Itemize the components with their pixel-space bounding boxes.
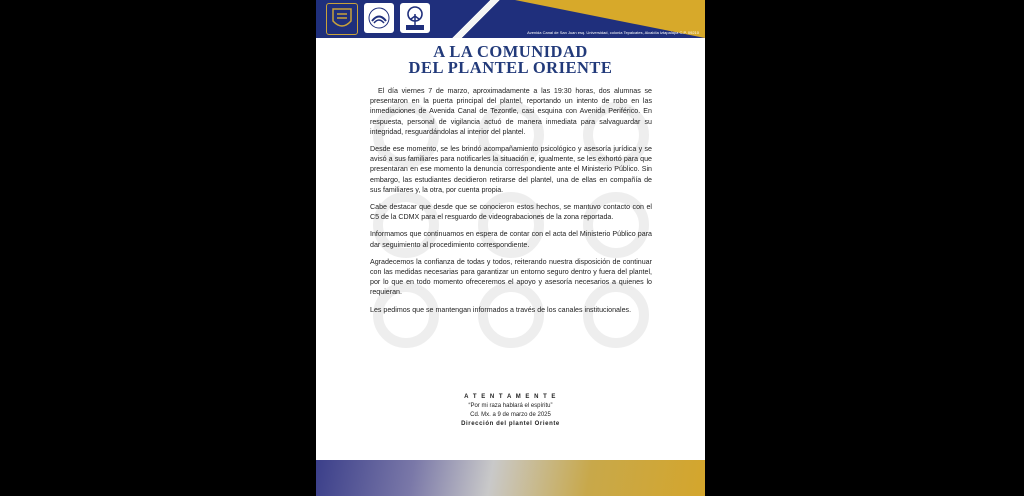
motto-text: “Por mi raza hablará el espíritu” <box>468 403 553 409</box>
closing-text: A T E N T A M E N T E <box>464 394 557 400</box>
header-address: Avenida Canal de San Juan esq. Universidad, colonia Tepalcates, Alcaldía Iztapalapa C.P. 09210 <box>527 30 699 35</box>
date-text: Cd. Mx. a 9 de marzo de 2025 <box>470 412 551 418</box>
cch-logo <box>400 3 430 33</box>
paragraph: Desde ese momento, se les brindó acompañamiento psicológico y asesoría jurídica y se avisó a sus familiares para notificarles la situación e, igualmente, se les exhortó para que presentaran en ese momento la denuncia correspondiente ante el Ministerio Público. Sin embargo, las estudiantes decidieron retirarse del plantel, una de ellas en compañía de sus familiares y, la otra, por cuenta propia. <box>370 145 652 194</box>
enp-logo <box>364 3 394 33</box>
page-title <box>316 44 705 76</box>
letterhead-header <box>316 0 705 38</box>
unam-logo <box>326 3 358 35</box>
enp-emblem-icon <box>367 6 391 30</box>
cch-tree-icon <box>403 5 427 31</box>
title-line-1: A LA COMUNIDAD <box>433 42 588 61</box>
signer-text: Dirección del plantel Oriente <box>461 421 560 427</box>
paragraph: El día viernes 7 de marzo, aproximadamente a las 19:30 horas, dos alumnas se presentaron en la puerta principal del plantel, reportando un intento de robo en las inmediaciones de Avenida Canal de Tezontle, casi esquina con Avenida Periférico. En respuesta, personal de vigilancia actuó de manera inmediata para salvaguardar su integridad, resguardándolas al interior del plantel. <box>370 87 652 136</box>
paragraph: Cabe destacar que desde que se conocieron estos hechos, se mantuvo contacto con el C5 de la CDMX para el resguardo de videograbaciones de la zona reportada. <box>370 203 652 222</box>
paragraph: Agradecemos la confianza de todas y todos, reiterando nuestra disposición de continuar con las medidas necesarias para garantizar un entorno seguro dentro y fuera del plantel, por lo que en todo momento ofreceremos el apoyo y asesoría necesarios a quienes lo requieran. <box>370 257 652 297</box>
letterhead-footer <box>316 460 705 496</box>
signature-block <box>316 393 705 429</box>
paragraph: Les pedimos que se mantengan informados a través de los canales institucionales. <box>370 305 632 314</box>
letter-body <box>370 86 652 322</box>
paragraph: Informamos que continuamos en espera de contar con el acta del Ministerio Público para dar seguimiento al procedimiento correspondiente. <box>370 230 652 249</box>
unam-shield-icon <box>331 7 353 31</box>
logo-group <box>326 3 430 35</box>
title-line-2: DEL PLANTEL ORIENTE <box>408 58 613 77</box>
document-page <box>316 0 705 496</box>
header-divider <box>446 0 506 38</box>
